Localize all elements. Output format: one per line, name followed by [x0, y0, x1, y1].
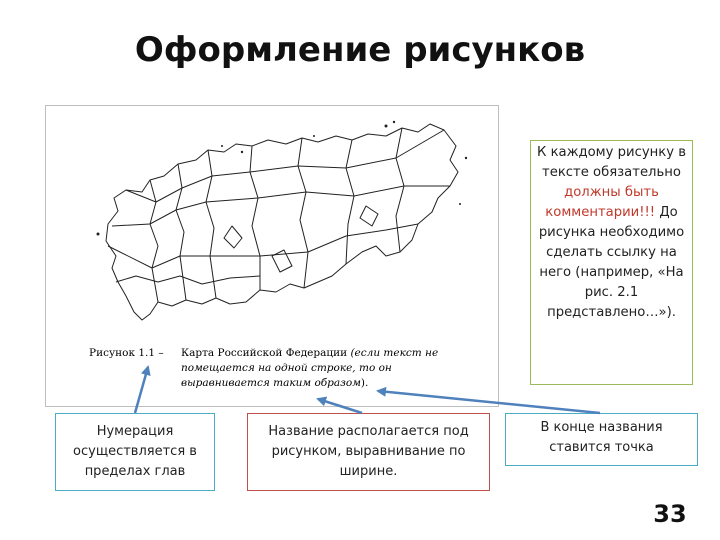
caption-end: ).: [360, 377, 369, 389]
caption-label: Рисунок 1.1 –: [89, 347, 164, 359]
arrow-to-caption-dot: [378, 391, 600, 413]
numbering-note-box: Нумерация осуществляется в пределах глав: [55, 413, 215, 491]
page-number: 33: [653, 500, 687, 528]
slide-title: Оформление рисунков: [134, 30, 586, 70]
caption-italic-note: (если текст не помещается на одной строке, то он выравнивается таким образом: [181, 347, 439, 389]
comment-text-red: должны быть комментарии!!!: [545, 185, 659, 220]
comment-text-1: К каждому рисунку в тексте обязательно: [537, 145, 686, 180]
title-position-note-box: Название располагается под рисунком, выравнивание по ширине.: [247, 413, 490, 491]
end-dot-note-box: В конце названия ставится точка: [505, 413, 698, 466]
arrow-to-caption-title: [318, 399, 362, 413]
arrow-to-figure-number: [135, 367, 148, 413]
comment-text-3: До рисунка необходимо сделать ссылку на него (например, «На рис. 2.1 представлено…»).: [538, 205, 685, 320]
caption-title: Карта Российской Федерации: [181, 347, 348, 359]
